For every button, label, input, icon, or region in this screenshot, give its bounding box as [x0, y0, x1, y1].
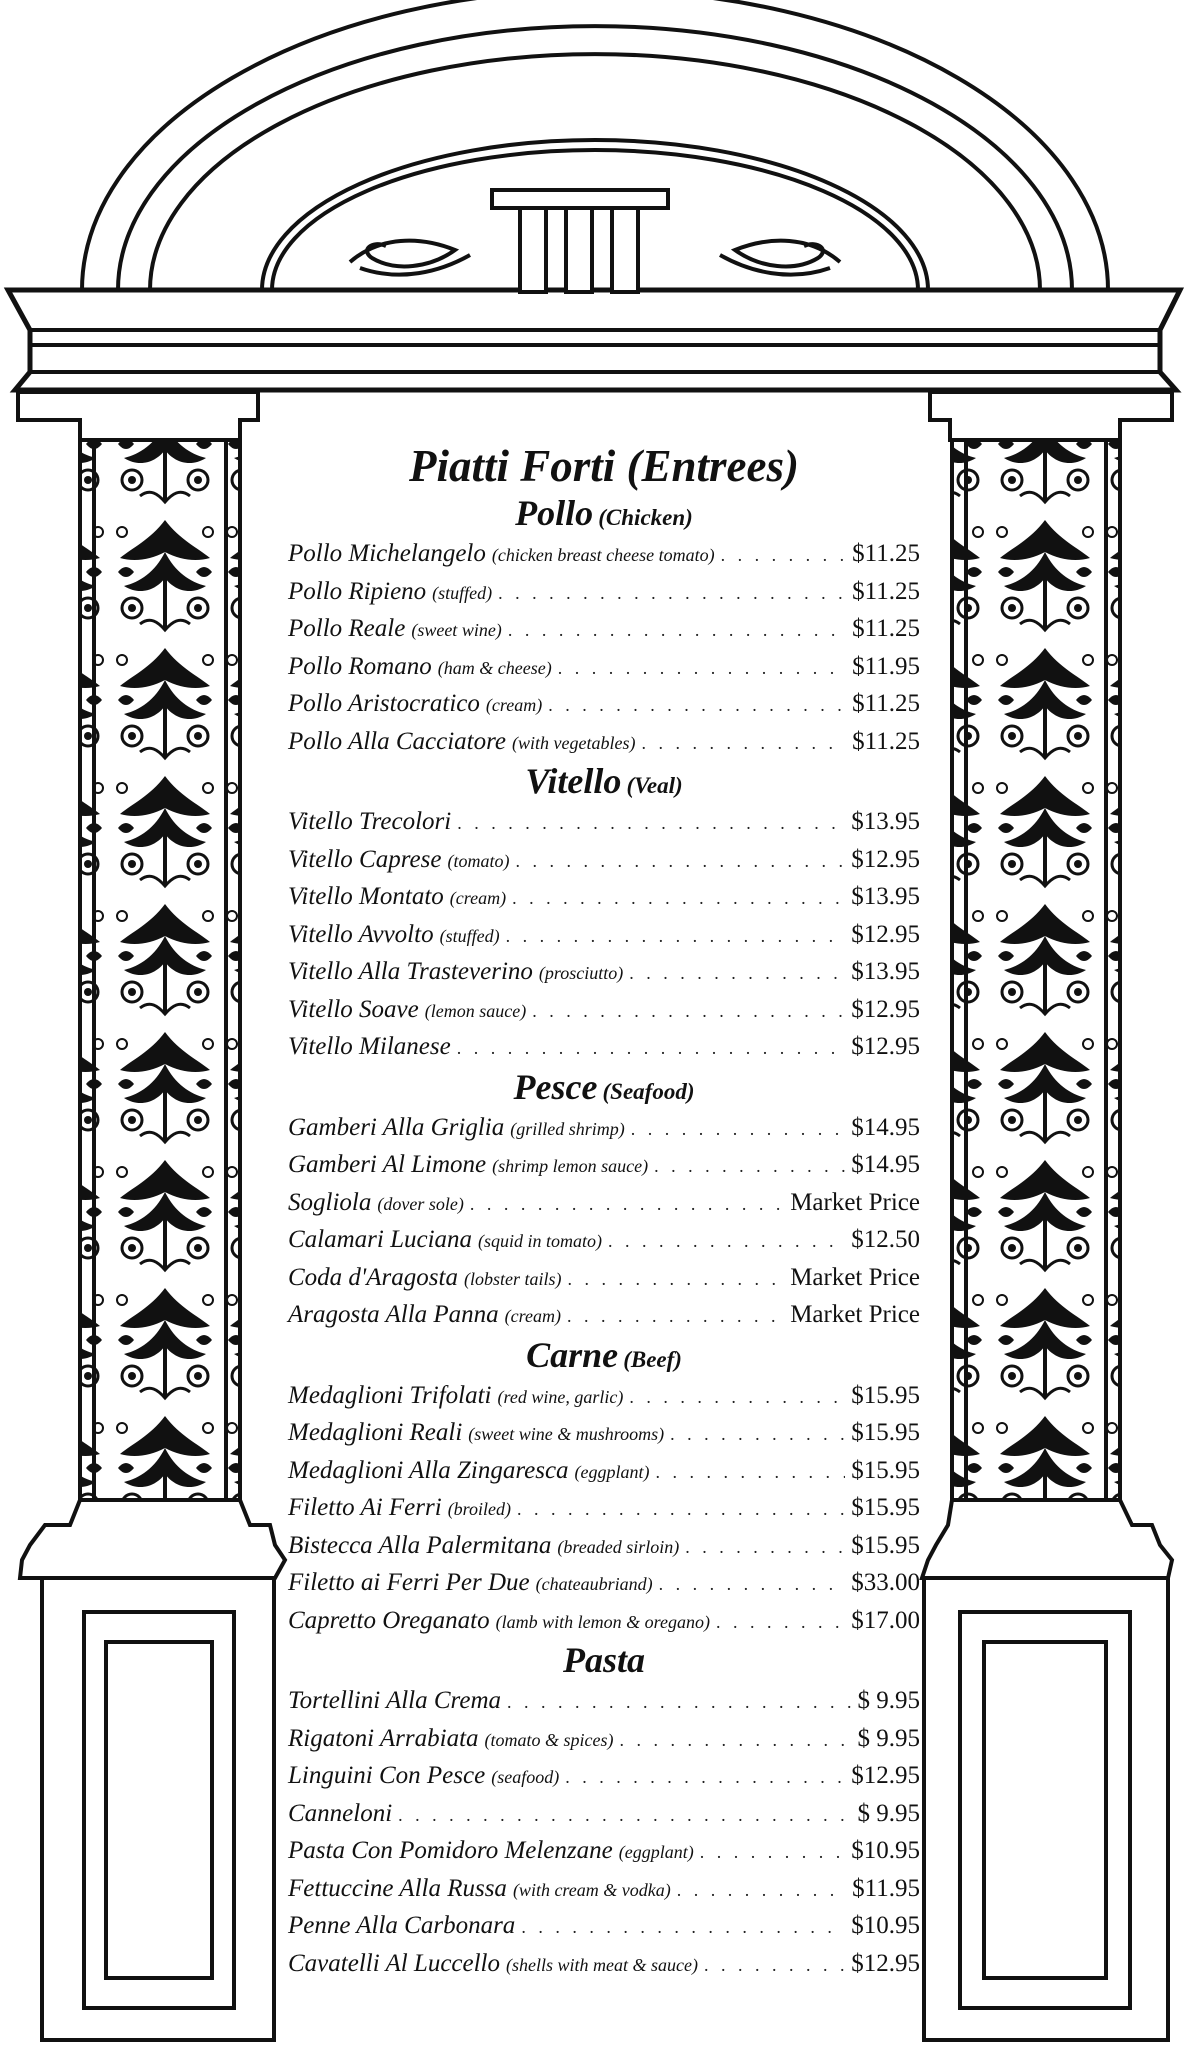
item-name: Vitello Montato: [288, 883, 444, 910]
item-description: (shrimp lemon sauce): [492, 1156, 649, 1176]
item-name: Vitello Trecolori: [288, 808, 452, 835]
keystone-logo: [480, 180, 680, 300]
item-description: (shells with meat & sauce): [506, 1954, 698, 1975]
item-name: Vitello Caprese: [288, 845, 442, 873]
item-price: $12.95: [851, 920, 920, 948]
menu-item: [288, 535, 920, 573]
menu-section-vitello: [288, 760, 920, 1066]
menu-item: [288, 1564, 920, 1602]
dot-leader: [629, 1379, 845, 1417]
dot-leader: [457, 1030, 846, 1068]
dot-leader: [654, 1148, 845, 1186]
item-name: Vitello Alla Trasteverino: [288, 958, 533, 985]
menu-item: [288, 1682, 920, 1720]
item-description: (chicken breast cheese tomato): [491, 545, 715, 565]
dot-leader: [548, 687, 846, 725]
section-name: Pasta: [562, 1640, 645, 1680]
section-heading: [288, 492, 920, 535]
menu-item: [288, 803, 920, 841]
menu-item: [288, 841, 920, 879]
menu-item: [288, 1296, 920, 1334]
item-price: $12.95: [851, 845, 920, 873]
dot-leader: [398, 1797, 851, 1835]
item-name: Pollo Ripieno: [288, 577, 427, 605]
dot-leader: [670, 1416, 845, 1454]
item-description: (chateaubriand): [535, 1574, 653, 1594]
item-description: (stuffed): [439, 925, 500, 946]
item-description: (dover sole): [377, 1193, 464, 1214]
item-name: Rigatoni Arrabiata: [288, 1724, 479, 1752]
menu-item: [288, 1184, 920, 1222]
item-description: (stuffed): [432, 582, 493, 603]
item-price: $15.95: [851, 1531, 920, 1559]
item-name: Canneloni: [288, 1799, 393, 1827]
menu-sections: [288, 492, 920, 1982]
menu-item: [288, 1259, 920, 1297]
item-name: Calamari Luciana: [288, 1226, 473, 1253]
item-price: $13.95: [851, 808, 920, 835]
item-price: $11.95: [852, 652, 920, 680]
dot-leader: [565, 1759, 845, 1797]
item-name: Gamberi Alla Griglia: [288, 1113, 505, 1141]
dot-leader: [515, 843, 845, 881]
item-description: (tomato & spices): [484, 1729, 614, 1750]
dot-leader: [470, 1186, 784, 1224]
item-price: $12.95: [851, 1949, 920, 1977]
dot-leader: [608, 1223, 845, 1261]
menu-item: [288, 1109, 920, 1147]
item-name: Fettuccine Alla Russa: [288, 1874, 507, 1902]
item-name: Filetto ai Ferri Per Due: [288, 1569, 530, 1596]
dot-leader: [685, 1529, 845, 1567]
section-heading: [288, 1639, 920, 1682]
section-name: Carne: [526, 1334, 619, 1375]
menu-section-pesce: [288, 1066, 920, 1334]
item-price: $15.95: [851, 1419, 920, 1446]
menu-item: [288, 1945, 920, 1983]
item-name: Sogliola: [288, 1188, 372, 1216]
item-name: Pollo Michelangelo: [288, 540, 486, 567]
item-price: $11.25: [852, 690, 920, 717]
item-name: Gamberi Al Limone: [288, 1151, 487, 1178]
menu-item: [288, 1527, 920, 1565]
section-subtitle: (Seafood): [602, 1078, 695, 1104]
item-price: $17.00: [851, 1606, 920, 1634]
item-price: $33.00: [851, 1569, 920, 1596]
dot-leader: [656, 1454, 846, 1492]
menu-item: [288, 1221, 920, 1259]
item-name: Linguini Con Pesce: [288, 1762, 486, 1789]
dot-leader: [721, 537, 847, 575]
item-name: Filetto Ai Ferri: [288, 1494, 442, 1521]
section-heading: [288, 760, 920, 803]
menu-item: [288, 1602, 920, 1640]
menu-item: [288, 1377, 920, 1415]
section-subtitle: (Beef): [623, 1346, 682, 1372]
menu-item: [288, 685, 920, 723]
item-price: $ 9.95: [857, 1799, 920, 1827]
item-price: $10.95: [851, 1912, 920, 1939]
section-name: Vitello: [525, 761, 622, 801]
menu-content: [288, 440, 920, 1982]
item-description: (cream): [504, 1306, 561, 1326]
item-description: (grilled shrimp): [510, 1118, 625, 1139]
menu-item: [288, 1907, 920, 1945]
item-name: Pollo Reale: [288, 615, 406, 642]
item-price: Market Price: [790, 1263, 920, 1291]
menu-item: [288, 1414, 920, 1452]
item-price: $14.95: [851, 1113, 920, 1141]
dot-leader: [457, 805, 845, 843]
menu-item: [288, 878, 920, 916]
menu-item: [288, 1452, 920, 1490]
menu-item: [288, 1832, 920, 1870]
dot-leader: [517, 1491, 845, 1529]
section-heading: [288, 1066, 920, 1109]
dot-leader: [567, 1298, 784, 1336]
dot-leader: [629, 955, 845, 993]
dot-leader: [620, 1722, 852, 1760]
dot-leader: [677, 1872, 846, 1910]
menu-section-pollo: [288, 492, 920, 760]
menu-section-carne: [288, 1334, 920, 1640]
dot-leader: [700, 1834, 846, 1872]
item-description: (eggplant): [618, 1842, 694, 1862]
item-description: (eggplant): [574, 1461, 650, 1482]
dot-leader: [659, 1566, 846, 1604]
item-description: (red wine, garlic): [497, 1386, 624, 1407]
item-name: Bistecca Alla Palermitana: [288, 1531, 552, 1559]
menu-item: [288, 953, 920, 991]
menu-item: [288, 1720, 920, 1758]
dot-leader: [642, 725, 847, 763]
menu-item: [288, 1870, 920, 1908]
section-name: Pesce: [513, 1066, 598, 1107]
item-description: (with cream & vodka): [512, 1879, 671, 1900]
item-name: Pasta Con Pomidoro Melenzane: [288, 1837, 613, 1864]
item-price: Market Price: [790, 1301, 920, 1328]
menu-item: [288, 1028, 920, 1066]
item-price: $11.25: [852, 727, 920, 755]
item-name: Medaglioni Reali: [288, 1419, 463, 1446]
menu-item: [288, 573, 920, 611]
item-price: $11.25: [852, 540, 920, 567]
dot-leader: [532, 993, 845, 1031]
dot-leader: [521, 1909, 845, 1947]
item-name: Cavatelli Al Luccello: [288, 1949, 500, 1977]
menu-item: [288, 1757, 920, 1795]
section-subtitle: (Chicken): [598, 505, 693, 530]
menu-item: [288, 1146, 920, 1184]
item-description: (prosciutto): [538, 963, 624, 983]
item-price: $15.95: [851, 1381, 920, 1409]
dot-leader: [508, 612, 846, 650]
dot-leader: [512, 880, 845, 918]
item-name: Tortellini Alla Crema: [288, 1687, 502, 1714]
item-name: Coda d'Aragosta: [288, 1263, 458, 1291]
item-description: (sweet wine): [411, 620, 502, 640]
item-price: $11.95: [852, 1874, 920, 1902]
item-price: $12.95: [851, 1762, 920, 1789]
dot-leader: [631, 1111, 846, 1149]
dot-leader: [704, 1947, 845, 1985]
dot-leader: [716, 1604, 845, 1642]
item-price: $ 9.95: [857, 1724, 920, 1752]
item-price: $13.95: [851, 883, 920, 910]
item-name: Pollo Aristocratico: [288, 690, 480, 717]
section-heading: [288, 1334, 920, 1377]
item-description: (seafood): [491, 1767, 560, 1787]
item-description: (lamb with lemon & oregano): [495, 1611, 710, 1632]
item-description: (squid in tomato): [478, 1231, 603, 1251]
menu-section-pasta: [288, 1639, 920, 1982]
dot-leader: [507, 1684, 851, 1722]
item-name: Vitello Avvolto: [288, 920, 434, 948]
item-price: $12.95: [851, 995, 920, 1023]
item-name: Aragosta Alla Panna: [288, 1301, 499, 1328]
item-description: (lemon sauce): [424, 1000, 527, 1021]
dot-leader: [506, 918, 846, 956]
item-price: $15.95: [851, 1494, 920, 1521]
item-price: $ 9.95: [857, 1687, 920, 1714]
item-description: (cream): [485, 695, 543, 715]
item-price: $10.95: [851, 1837, 920, 1864]
item-price: $15.95: [851, 1456, 920, 1484]
dot-leader: [498, 575, 846, 613]
item-name: Medaglioni Trifolati: [288, 1381, 492, 1409]
menu-item: [288, 1795, 920, 1833]
menu-title: Piatti Forti (Entrees): [408, 441, 799, 491]
item-description: (breaded sirloin): [557, 1536, 680, 1557]
item-description: (ham & cheese): [437, 657, 552, 678]
item-description: (sweet wine & mushrooms): [468, 1424, 665, 1444]
item-description: (lobster tails): [463, 1268, 562, 1289]
item-price: Market Price: [790, 1188, 920, 1216]
menu-item: [288, 916, 920, 954]
item-name: Capretto Oreganato: [288, 1606, 490, 1634]
item-price: $11.25: [852, 615, 920, 642]
item-price: $12.50: [851, 1226, 920, 1253]
menu-item: [288, 991, 920, 1029]
dot-leader: [558, 650, 846, 688]
menu-item: [288, 723, 920, 761]
item-price: $13.95: [851, 958, 920, 985]
item-description: (tomato): [447, 850, 510, 871]
menu-item: [288, 610, 920, 648]
item-name: Pollo Romano: [288, 652, 432, 680]
item-price: $11.25: [852, 577, 920, 605]
menu-item: [288, 1489, 920, 1527]
section-name: Pollo: [515, 493, 594, 533]
item-name: Medaglioni Alla Zingaresca: [288, 1456, 569, 1484]
item-description: (with vegetables): [512, 732, 636, 753]
menu-item: [288, 648, 920, 686]
item-description: (broiled): [447, 1499, 512, 1519]
item-name: Pollo Alla Cacciatore: [288, 727, 507, 755]
item-name: Vitello Soave: [288, 995, 419, 1023]
item-price: $12.95: [851, 1033, 920, 1060]
item-name: Penne Alla Carbonara: [288, 1912, 516, 1939]
dot-leader: [567, 1261, 784, 1299]
item-name: Vitello Milanese: [288, 1033, 451, 1060]
section-subtitle: (Veal): [626, 773, 683, 798]
item-description: (cream): [449, 888, 507, 908]
item-price: $14.95: [851, 1151, 920, 1178]
